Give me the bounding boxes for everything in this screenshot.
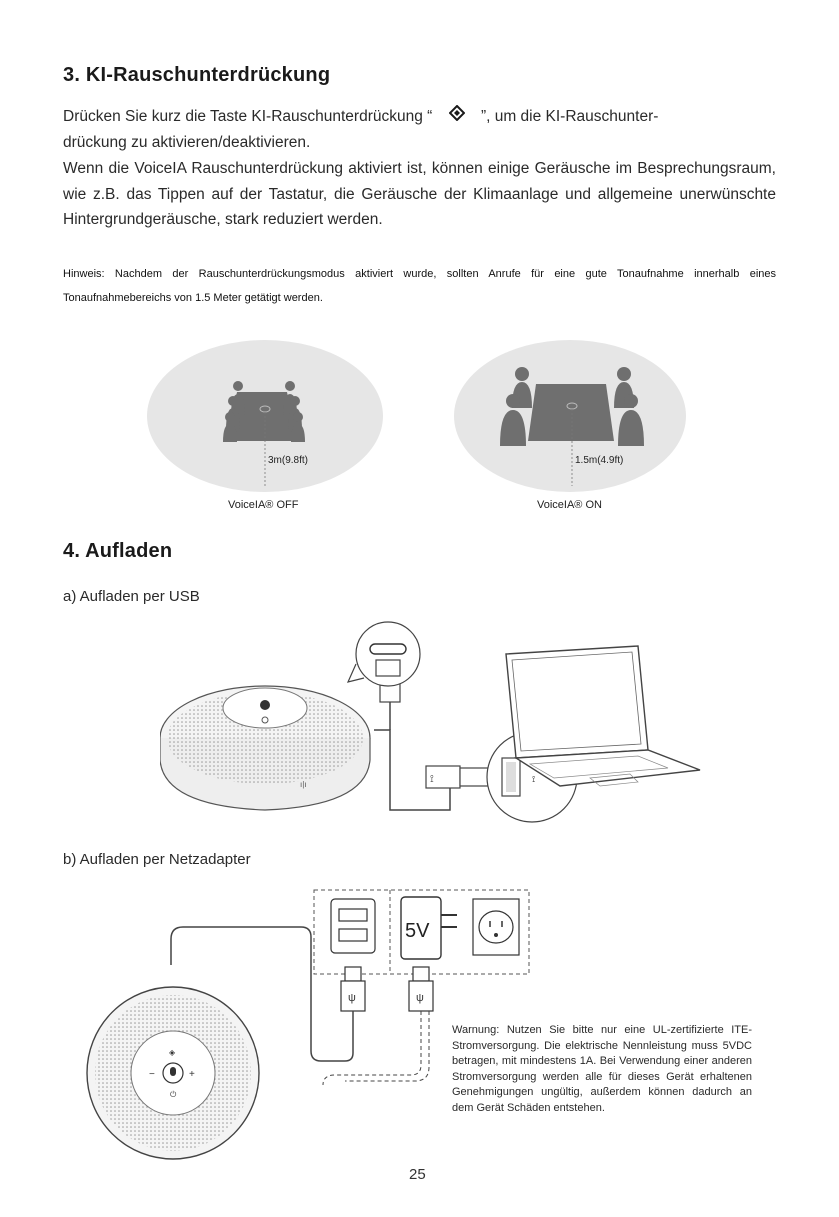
note-text: Hinweis: Nachdem der Rauschunterdrückungsmodus aktiviert wurde, sollten Anrufe für eine gute Tonaufnahme innerhalb eines Tonaufnahmebereichs von 1.5 Meter getätigt werden. — [63, 268, 776, 304]
adapter-subheading: b) Aufladen per Netzadapter — [63, 851, 251, 868]
page-number: 25 — [409, 1166, 426, 1183]
svg-text:ψ: ψ — [348, 992, 356, 1004]
voiceia-off-figure — [145, 338, 385, 498]
svg-text:+: + — [189, 1069, 195, 1080]
section-4-heading: 4. Aufladen — [63, 540, 173, 562]
paragraph-1-line-2: drückung zu aktivieren/deaktivieren. — [63, 134, 311, 151]
warning-text: Warnung: Nutzen Sie bitte nur eine UL-zertifizierte ITE-Stromversorgung. Die elektrische Nennleistung muss 5VDC betragen, mit mindestens 1A. Bei Verwendung einer anderen Stromversorgung werden alle für dieses Gerät erhaltenen Genehmigungen ungültig, außerdem können dadurch an dem Gerät Schäden entstehen. — [452, 1024, 752, 1114]
paragraph-2: Wenn die VoiceIA Rauschunterdrückung aktiviert ist, können einige Geräusche im Besprechungsraum, wie z.B. das Tippen auf der Tastatur, die Geräusche der Klimaanlage und allgemeine unerwünschte Hintergrundgeräusche, stark reduziert werden. — [63, 160, 776, 228]
svg-text:ı|ı: ı|ı — [300, 780, 307, 789]
adapter-5v-label: 5V — [405, 920, 430, 942]
paragraph-1-part-a: Drücken Sie kurz die Taste KI-Rauschunterdrückung “ — [63, 108, 433, 125]
section-3-heading: 3. KI-Rauschunterdrückung — [63, 64, 331, 86]
on-distance-label: 1.5m(4.9ft) — [575, 455, 624, 466]
power-outlet-icon — [473, 899, 519, 955]
svg-text:⟟: ⟟ — [532, 774, 536, 784]
svg-text:ψ: ψ — [416, 992, 424, 1004]
svg-text:⟟: ⟟ — [430, 774, 434, 785]
noise-cancel-icon — [437, 104, 477, 130]
svg-text:⏻: ⏻ — [170, 1090, 177, 1099]
off-caption: VoiceIA® OFF — [228, 499, 299, 511]
voiceia-on-figure — [452, 338, 692, 498]
usb-subheading: a) Aufladen per USB — [63, 588, 200, 605]
usb-charging-illustration — [160, 620, 730, 850]
on-caption: VoiceIA® ON — [537, 499, 602, 511]
mic-icon — [260, 700, 270, 710]
svg-text:◈: ◈ — [169, 1048, 176, 1057]
off-distance-label: 3m(9.8ft) — [268, 455, 309, 466]
paragraph-1-part-b: ”, um die KI-Rauschunter- — [480, 108, 659, 125]
usb-icon — [430, 774, 434, 785]
svg-text:−: − — [149, 1069, 155, 1080]
paragraph-1-line-1 — [63, 104, 776, 130]
